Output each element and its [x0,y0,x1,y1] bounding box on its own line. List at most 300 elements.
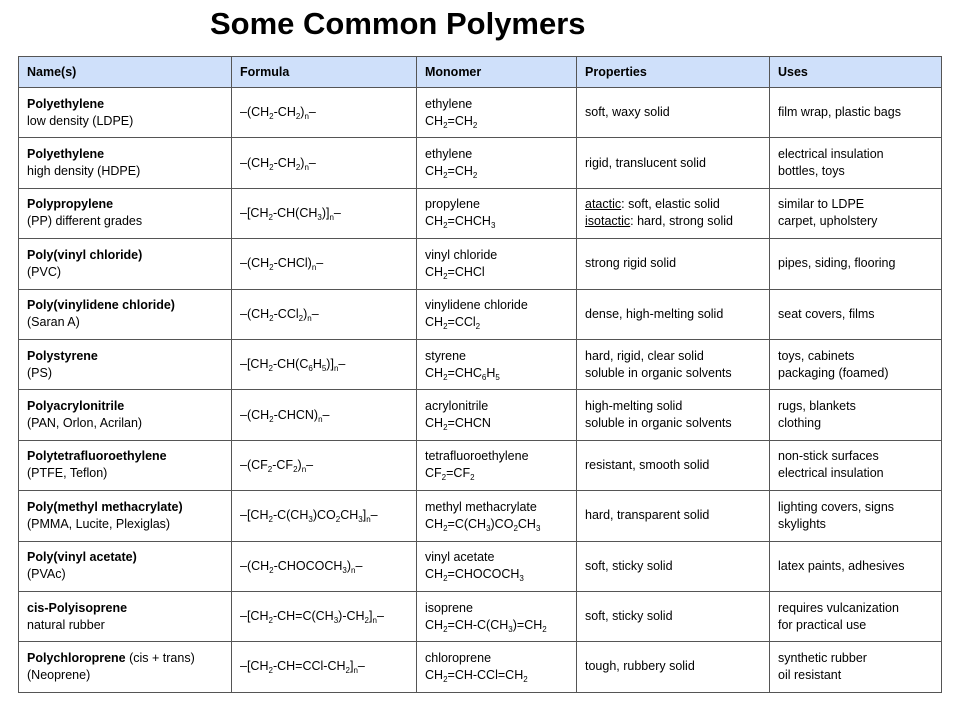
column-header-name: Name(s) [19,57,232,88]
formula-text: CH [425,416,444,431]
use-line: for practical use [778,617,867,632]
formula-text: =CCl [447,315,476,330]
property-line [585,255,769,272]
polymer-name-text: Polytetrafluoroethylene [27,449,167,464]
formula-text: CH [425,567,444,582]
cell-properties [577,88,770,138]
monomer-formula [425,667,576,684]
table-row [19,390,942,440]
subscript: 2 [475,322,481,332]
polymer-name-text: Polyacrylonitrile [27,399,125,414]
polymer-alt-name: (PVAc) [27,567,66,582]
subscript: 2 [443,423,448,433]
monomer-name: propylene [425,197,480,212]
polymer-alt-name: (Neoprene) [27,667,91,682]
formula-text: =CF [446,466,471,481]
use-line: film wrap, plastic bags [778,105,901,120]
formula-text: CH [425,365,444,380]
subscript: 2 [268,364,273,374]
polymer-name [27,196,231,213]
cell-formula [232,541,417,591]
subscript: 3 [317,212,322,222]
monomer-name: methyl methacrylate [425,499,537,514]
formula-text: CH [340,508,359,523]
cell-name [19,138,232,188]
formula-text: -CCl [273,306,299,321]
formula-text: – [333,205,341,220]
monomer-name: ethylene [425,147,473,162]
polymer-formula [240,507,416,524]
cell-formula [232,339,417,389]
formula-text: -CHOCOCH [273,558,343,573]
subscript: 2 [443,674,448,684]
formula-text: –(CF [240,457,268,472]
underlined-term: isotactic [585,214,631,229]
use-line: pipes, siding, flooring [778,256,896,271]
cell-formula [232,491,417,541]
formula-text: =C(CH [447,516,487,531]
polymer-formula [240,658,416,675]
cell-monomer [417,289,577,339]
formula-text: ] [349,659,354,674]
table-row [19,491,942,541]
property-line [585,457,769,474]
formula-text: =CH [447,113,473,128]
formula-text: -CHCN) [273,407,319,422]
formula-text: ] [362,508,367,523]
subscript: 3 [535,523,541,533]
subscript: 3 [508,624,513,634]
monomer-formula [425,264,576,281]
polymer-alt-name: high density (HDPE) [27,164,141,179]
polymer-alt-name: (PP) different grades [27,214,143,229]
subscript: 2 [542,624,547,634]
formula-text: -CHCl) [273,256,312,271]
cell-uses [770,188,942,238]
formula-text: CH [425,113,444,128]
polymer-formula [240,104,416,121]
cell-name [19,491,232,541]
formula-text: =CHCN [447,416,491,431]
use-line: similar to LDPE [778,197,865,212]
monomer-name: tetrafluoroethylene [425,449,529,464]
formula-text: –(CH [240,558,270,573]
subscript: 2 [268,212,273,222]
property-text: dense, high-melting solid [585,306,724,321]
formula-text: )CO [312,508,336,523]
cell-properties [577,642,770,692]
formula-text: CH [425,315,444,330]
cell-monomer [417,138,577,188]
cell-monomer [417,642,577,692]
property-text: soft, waxy solid [585,105,670,120]
formula-text: –[CH [240,508,269,523]
subscript: 2 [335,515,341,525]
formula-text: =CH-C(CH [447,617,509,632]
formula-text: )=CH [512,617,543,632]
use-line: carpet, upholstery [778,214,878,229]
property-text: hard, rigid, clear solid [585,348,704,363]
table-body [19,88,942,693]
formula-text: – [370,508,378,523]
cell-properties [577,239,770,289]
cell-uses [770,541,942,591]
cell-name [19,390,232,440]
cell-monomer [417,390,577,440]
column-header-properties: Properties [577,57,770,88]
subscript: 2 [269,112,274,122]
use-line: requires vulcanization [778,600,899,615]
property-line [585,365,769,382]
cell-name [19,642,232,692]
polymer-alt-name: (PAN, Orlon, Acrilan) [27,416,143,431]
property-text: soft, sticky solid [585,609,673,624]
use-line: synthetic rubber [778,650,867,665]
property-text: : hard, strong solid [630,214,733,229]
cell-uses [770,339,942,389]
subscript: 2 [443,120,448,130]
polymer-name [27,297,231,314]
formula-text: =CHC [447,365,482,380]
use-line: latex paints, adhesives [778,558,905,573]
subscript: 2 [443,171,448,181]
use-line: non-stick surfaces [778,449,879,464]
formula-text: – [338,357,346,372]
cell-monomer [417,440,577,490]
polymer-alt-name: low density (LDPE) [27,113,134,128]
subscript: 2 [298,313,304,323]
formula-text: CH [425,164,444,179]
polymer-alt-name: (Saran A) [27,315,80,330]
formula-text: CH [425,516,444,531]
subscript: 2 [269,263,274,273]
polymer-name-text: Poly(vinyl acetate) [27,550,137,565]
use-line: clothing [778,416,822,431]
polymer-name-text: Poly(vinyl chloride) [27,247,143,262]
cell-properties [577,289,770,339]
subscript: 5 [495,372,500,382]
subscript: 2 [364,616,369,626]
monomer-formula [425,415,576,432]
formula-text: –(CH [240,256,270,271]
cell-monomer [417,591,577,641]
monomer-name: vinyl acetate [425,550,495,565]
polymer-name [27,146,231,163]
formula-text: -CH=CCl-CH [272,659,346,674]
polymer-name-text: Poly(vinylidene chloride) [27,298,175,313]
formula-text: ] [369,609,373,624]
formula-text: -CH(CH [272,205,318,220]
monomer-formula [425,516,576,533]
formula-text: -CH [273,105,296,120]
polymer-name-text: Poly(methyl methacrylate) [27,499,183,514]
table-row [19,88,942,138]
cell-monomer [417,541,577,591]
polymer-name [27,96,231,113]
monomer-formula [425,163,576,180]
monomer-name: vinyl chloride [425,247,498,262]
formula-text: – [322,407,330,422]
cell-formula [232,188,417,238]
property-line [585,608,769,625]
formula-text: CH [517,516,536,531]
formula-text: -C(CH [272,508,309,523]
table-row [19,188,942,238]
table-row [19,239,942,289]
polymer-alt-name: natural rubber [27,617,105,632]
cell-formula [232,390,417,440]
monomer-formula [425,213,576,230]
cell-monomer [417,491,577,541]
monomer-name: acrylonitrile [425,399,489,414]
table-row [19,541,942,591]
property-line [585,415,769,432]
polymer-name-text: Polystyrene [27,348,98,363]
polymer-formula [240,205,416,222]
cell-uses [770,88,942,138]
subscript: 2 [443,271,448,281]
formula-text: ) [303,306,308,321]
cell-monomer [417,239,577,289]
polymer-name-text: Polypropylene [27,197,114,212]
cell-formula [232,289,417,339]
polymer-name [27,398,231,415]
formula-text: =CHOCOCH [447,567,520,582]
formula-text: –[CH [240,205,269,220]
polymer-formula [240,306,416,323]
column-header-formula: Formula [232,57,417,88]
cell-properties [577,491,770,541]
subscript: n [301,464,307,474]
formula-text: CH [425,617,444,632]
cell-name [19,88,232,138]
formula-text: CH [425,214,444,229]
polymer-formula [240,608,416,625]
subscript: 3 [486,523,491,533]
subscript: 3 [342,565,347,575]
subscript: 2 [472,120,478,130]
cell-formula [232,591,417,641]
monomer-name: chloroprene [425,650,492,665]
property-text: strong rigid solid [585,256,677,271]
cell-monomer [417,88,577,138]
formula-text: H [486,365,496,380]
monomer-name: styrene [425,348,466,363]
use-line: seat covers, films [778,306,875,321]
subscript: n [353,666,358,676]
formula-text: H [312,357,322,372]
polymers-table [18,56,942,693]
cell-uses [770,390,942,440]
formula-text: –(CH [240,105,270,120]
property-text: soluble in organic solvents [585,416,732,431]
cell-uses [770,239,942,289]
cell-name [19,239,232,289]
subscript: 2 [268,666,273,676]
formula-text: – [355,558,363,573]
subscript: n [366,515,371,525]
name-note: (cis + trans) [125,650,195,665]
polymer-name-text: Polyethylene [27,147,105,162]
cell-name [19,541,232,591]
property-text: : soft, elastic solid [621,197,720,212]
use-line: electrical insulation [778,147,884,162]
polymer-name-text: Polyethylene [27,96,105,111]
formula-text: –[CH [240,659,269,674]
table-row [19,642,942,692]
cell-monomer [417,188,577,238]
formula-text: -CH=C(CH [272,609,334,624]
subscript: n [311,263,317,273]
property-line [585,658,769,675]
formula-text: )-CH [338,609,365,624]
formula-text: – [308,155,316,170]
property-line [585,348,769,365]
subscript: 2 [470,473,475,483]
subscript: n [329,212,334,222]
cell-properties [577,591,770,641]
subscript: 2 [523,674,528,684]
underlined-term: atactic [585,197,622,212]
table-row [19,591,942,641]
formula-text: CH [425,667,444,682]
property-text: resistant, smooth solid [585,457,710,472]
polymer-name [27,600,231,617]
use-line: electrical insulation [778,466,884,481]
property-text: rigid, translucent solid [585,155,706,170]
table-row [19,339,942,389]
formula-text: =CHCl [447,264,485,279]
cell-properties [577,188,770,238]
use-line: bottles, toys [778,164,845,179]
monomer-name: vinylidene chloride [425,298,528,313]
column-header-monomer: Monomer [417,57,577,88]
polymer-name [27,448,231,465]
formula-text: )] [321,205,330,220]
monomer-name: isoprene [425,600,473,615]
subscript: n [304,162,309,172]
cell-formula [232,440,417,490]
polymer-alt-name: (PVC) [27,264,62,279]
property-line [585,104,769,121]
subscript: 3 [333,616,339,626]
subscript: 2 [269,162,274,172]
monomer-formula [425,365,576,382]
cell-uses [770,440,942,490]
monomer-formula [425,617,576,634]
formula-text: )CO [490,516,514,531]
subscript: 2 [269,414,274,424]
property-line [585,196,769,213]
cell-properties [577,541,770,591]
subscript: n [307,313,312,323]
formula-text: ) [346,558,351,573]
property-text: hard, transparent solid [585,508,710,523]
table-row [19,289,942,339]
subscript: 2 [269,313,274,323]
cell-formula [232,88,417,138]
subscript: 2 [345,666,350,676]
formula-text: –(CH [240,155,270,170]
polymer-alt-name: (PTFE, Teflon) [27,466,108,481]
monomer-formula [425,113,576,130]
formula-text: – [308,105,316,120]
formula-text: -CF [272,457,294,472]
polymer-name-text: Polychloroprene [27,650,126,665]
subscript: 2 [293,464,298,474]
cell-formula [232,138,417,188]
subscript: 2 [269,565,274,575]
subscript: 2 [268,515,273,525]
formula-text: – [306,457,314,472]
cell-name [19,188,232,238]
polymer-formula [240,255,416,272]
property-text: soft, sticky solid [585,558,673,573]
subscript: n [318,414,323,424]
subscript: 2 [513,523,518,533]
subscript: n [304,112,309,122]
cell-properties [577,339,770,389]
formula-text: – [316,256,324,271]
property-line [585,213,769,230]
subscript: 2 [443,574,448,584]
property-text: high-melting solid [585,399,683,414]
monomer-formula [425,566,576,583]
subscript: 2 [443,221,448,231]
formula-text: -CH(C [272,357,309,372]
formula-text: =CHCH [447,214,491,229]
cell-formula [232,239,417,289]
use-line: packaging (foamed) [778,365,889,380]
monomer-formula [425,314,576,331]
subscript: 3 [358,515,363,525]
column-header-uses: Uses [770,57,942,88]
formula-text: ) [297,457,302,472]
subscript: 5 [321,364,327,374]
cell-uses [770,642,942,692]
formula-text: – [311,306,319,321]
monomer-formula [425,465,576,482]
formula-text: CH [425,264,444,279]
formula-text: – [376,609,384,624]
cell-name [19,440,232,490]
subscript: 2 [268,616,273,626]
use-line: lighting covers, signs [778,499,895,514]
property-line [585,155,769,172]
formula-text: –(CH [240,306,270,321]
cell-name [19,591,232,641]
formula-text: CF [425,466,442,481]
polymer-formula [240,356,416,373]
cell-uses [770,138,942,188]
table-row [19,440,942,490]
cell-properties [577,440,770,490]
subscript: 2 [443,624,448,634]
cell-uses [770,491,942,541]
subscript: n [351,565,356,575]
polymer-name [27,348,231,365]
formula-text: =CH-CCl=CH [447,667,524,682]
cell-name [19,339,232,389]
cell-name [19,289,232,339]
property-line [585,398,769,415]
polymer-name [27,499,231,516]
cell-properties [577,138,770,188]
formula-text: ) [300,105,305,120]
subscript: 2 [295,112,301,122]
subscript: 2 [267,464,273,474]
formula-text: ) [300,155,305,170]
